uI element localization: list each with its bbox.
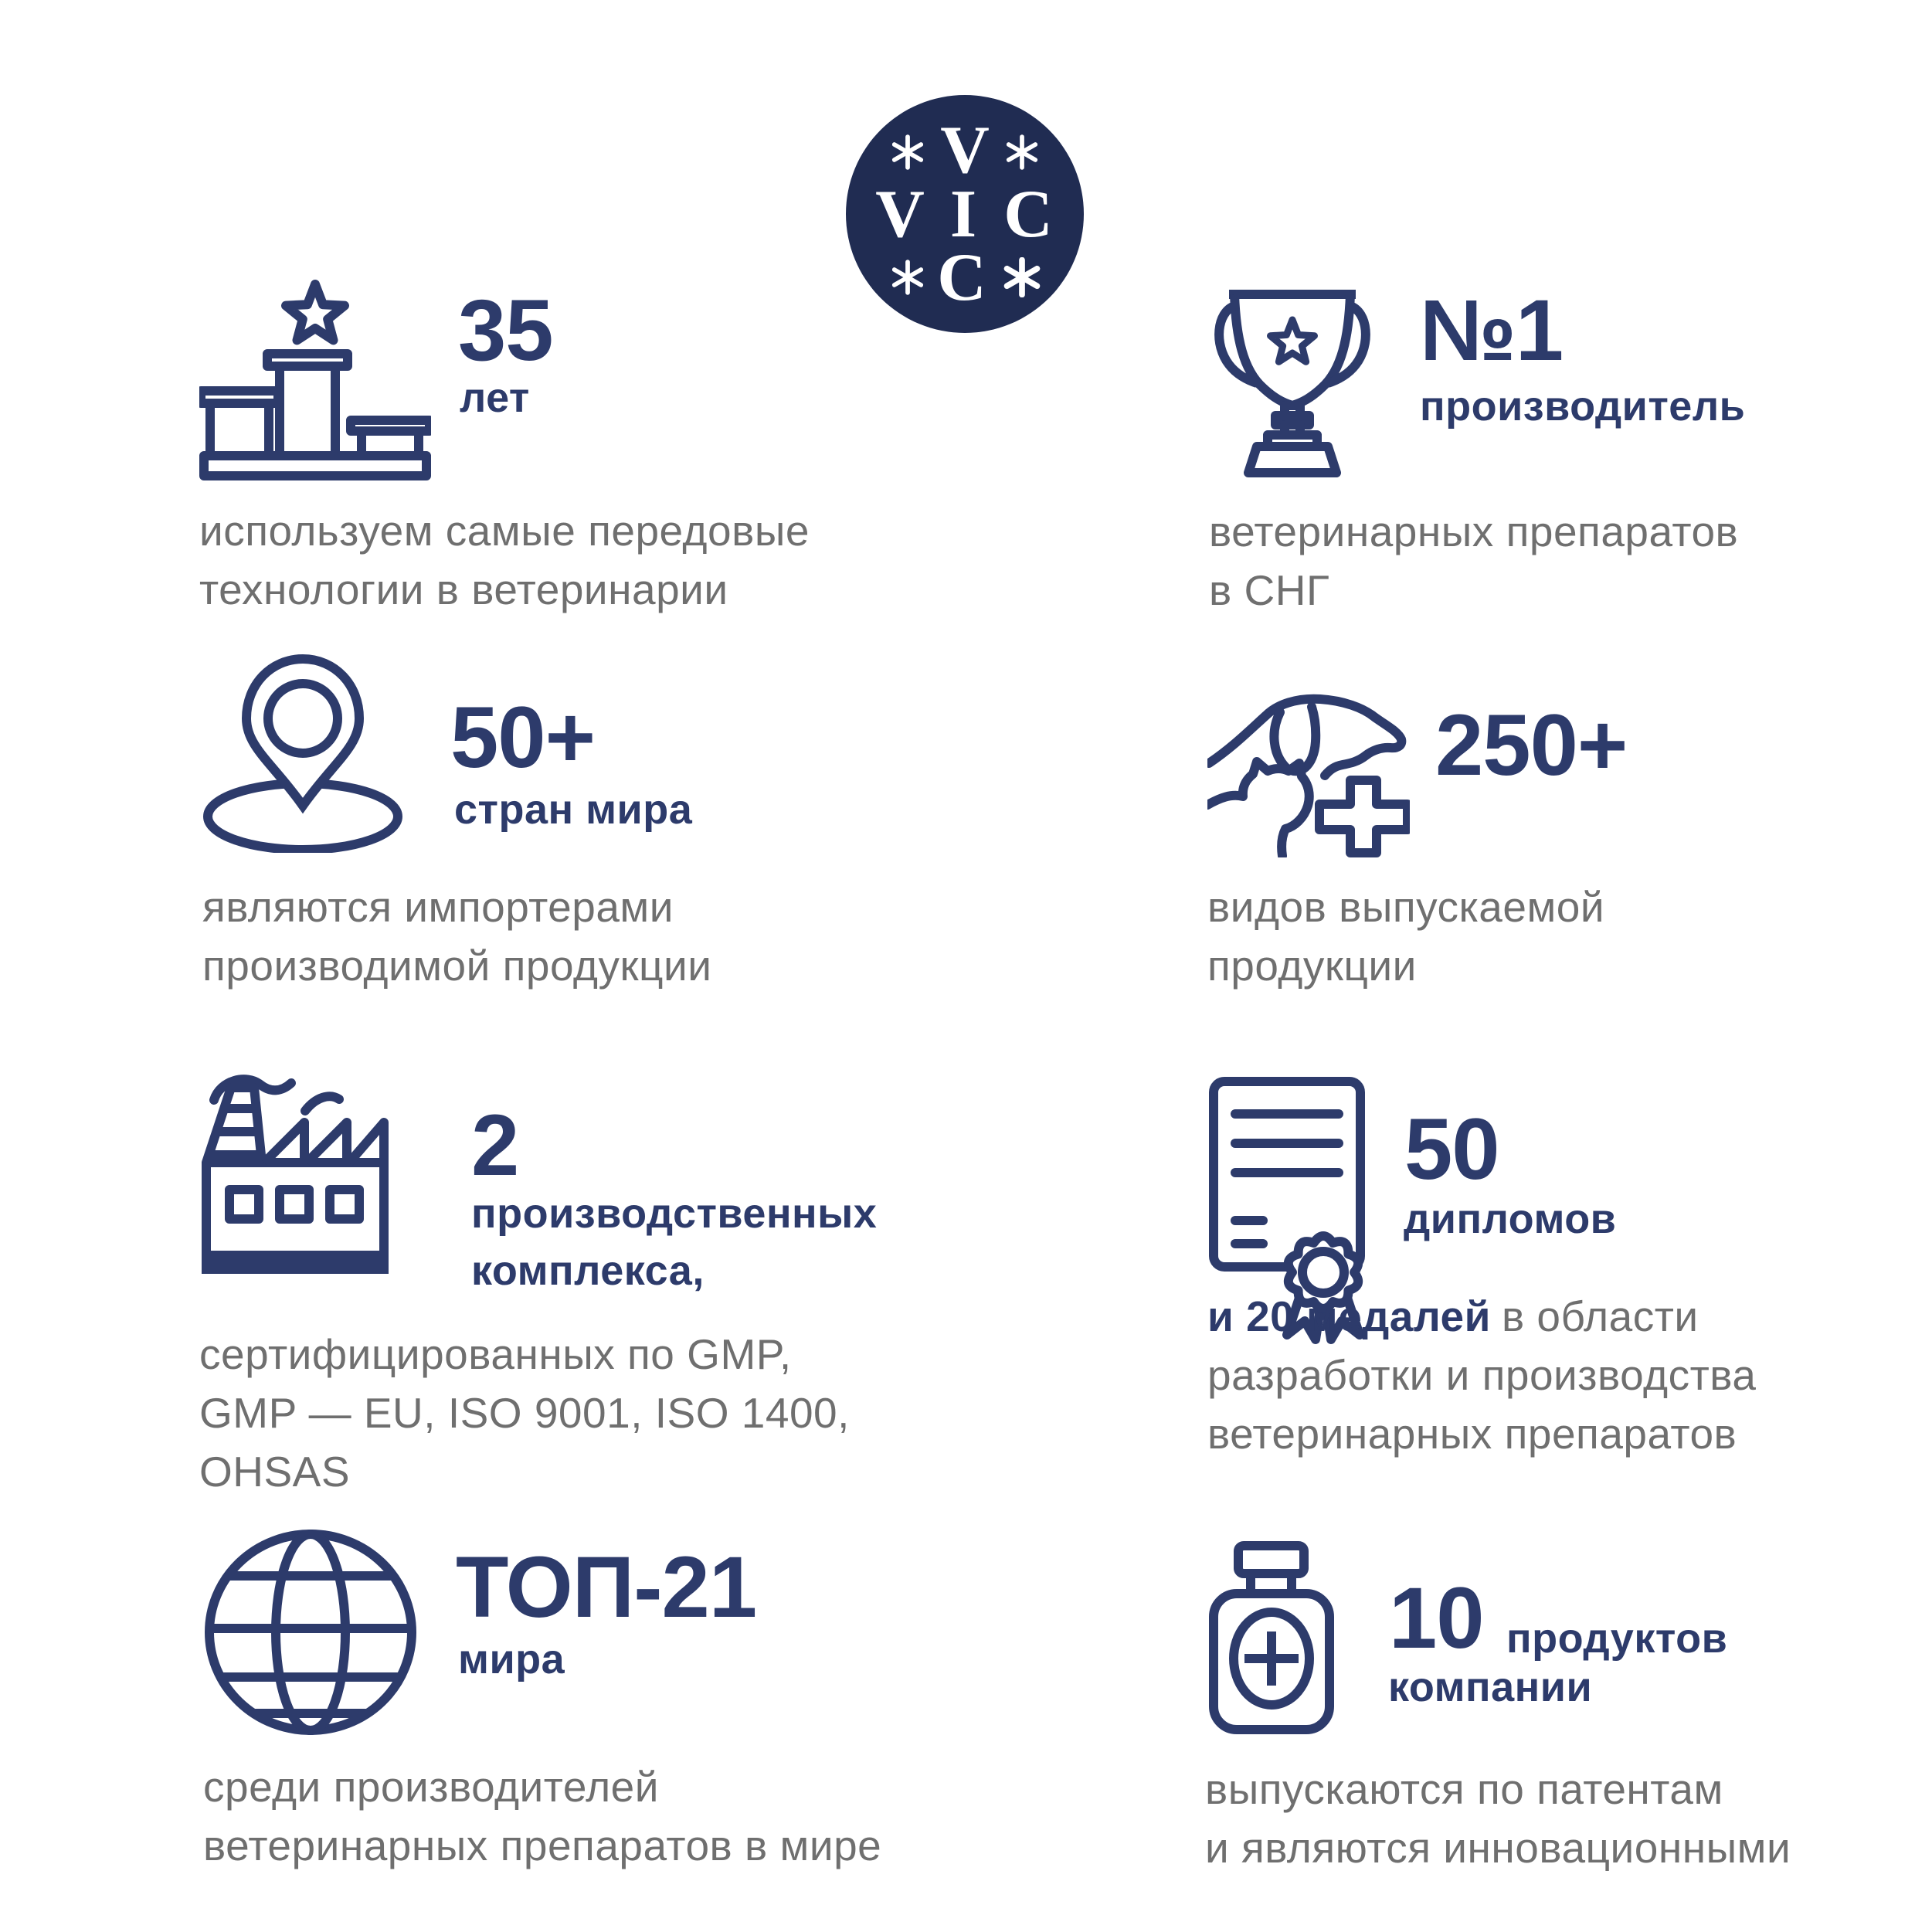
stat-body-line: ветеринарных препаратов в мире <box>203 1822 882 1869</box>
stat-number: 50+ <box>450 689 595 786</box>
stat-body-bold: и 20 медалей <box>1207 1292 1491 1340</box>
medicine-bottle-icon <box>1207 1541 1335 1734</box>
dog-cat-cross-icon <box>1207 694 1410 857</box>
asterisk-icon <box>890 260 925 295</box>
stat-label: производитель <box>1420 383 1746 430</box>
stat-number: 250+ <box>1435 697 1628 793</box>
trophy-icon <box>1210 289 1374 478</box>
stat-label-line: производственных <box>471 1190 878 1237</box>
stat-body-line: GMP — EU, ISO 9001, ISO 1400, <box>199 1389 850 1437</box>
stat-label-second-line: компании <box>1388 1664 1593 1710</box>
asterisk-icon <box>1004 134 1040 170</box>
logo-letter-bottom-c: C <box>937 240 986 315</box>
stat-number: 50 <box>1404 1101 1499 1197</box>
stat-body-line: и 20 медалей в области <box>1207 1292 1699 1340</box>
stat-number: 2 <box>471 1097 519 1193</box>
stat-body-line: и являются инновационными <box>1205 1824 1791 1872</box>
stat-body <box>1209 502 1738 620</box>
stat-body-line: в СНГ <box>1209 566 1330 614</box>
stat-label: мира <box>458 1636 565 1682</box>
stat-label <box>471 1185 877 1299</box>
stat-number: №1 <box>1420 282 1564 379</box>
stat-number: 10 <box>1389 1570 1484 1666</box>
stat-body-line: OHSAS <box>199 1448 351 1496</box>
stat-body-line: выпускаются по патентам <box>1205 1765 1723 1813</box>
asterisk-icon <box>1002 257 1042 297</box>
asterisk-icon <box>890 134 925 170</box>
stat-body-line: ветеринарных препаратов <box>1207 1410 1737 1458</box>
stat-body-line: среди производителей <box>203 1763 659 1811</box>
stat-body <box>1207 1287 1756 1463</box>
stat-body <box>199 1325 850 1501</box>
location-pin-icon <box>201 654 405 853</box>
factory-icon <box>199 1074 392 1284</box>
stat-body <box>1205 1760 1791 1877</box>
logo-letter-mid-c: C <box>1003 177 1053 252</box>
logo-letter-top-v: V <box>940 113 990 188</box>
stat-body-line: ветеринарных препаратов <box>1209 508 1739 555</box>
stat-body-line: технологии в ветеринарии <box>199 565 728 613</box>
stat-body-line: видов выпускаемой <box>1207 883 1605 931</box>
vic-logo <box>846 95 1084 333</box>
logo-letter-mid-i: I <box>949 177 977 252</box>
globe-icon <box>202 1528 419 1737</box>
stat-number: ТОП-21 <box>456 1539 757 1635</box>
stat-number: 35 <box>458 282 553 379</box>
stat-body <box>203 1757 881 1875</box>
stat-body-line: производимой продукции <box>202 942 712 990</box>
stat-body-line: разработки и производства <box>1207 1351 1757 1399</box>
stat-label: стран мира <box>454 786 693 833</box>
stat-body-line: продукции <box>1207 942 1417 990</box>
stat-label: дипломов <box>1404 1196 1617 1242</box>
stat-body-line: являются импортерами <box>202 883 674 931</box>
stat-body-line: используем самые передовые <box>199 507 810 555</box>
logo-letter-mid-v: V <box>875 177 925 252</box>
stat-body-line: сертифицированных по GMP, <box>199 1330 792 1378</box>
stat-label: продуктов <box>1506 1615 1728 1662</box>
stat-body <box>1207 878 1604 995</box>
stat-body <box>202 878 711 995</box>
stat-label-line: комплекса, <box>471 1248 705 1294</box>
stat-body <box>199 501 810 619</box>
stat-label: лет <box>460 375 530 421</box>
podium-star-icon <box>199 277 431 485</box>
